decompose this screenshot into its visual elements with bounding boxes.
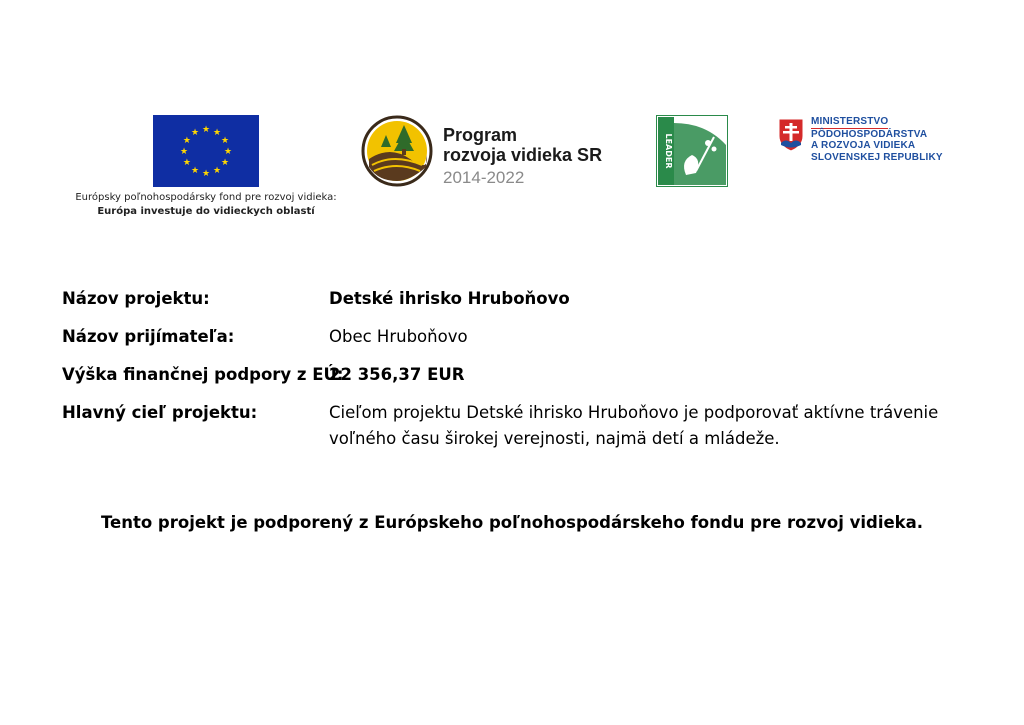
goal-label: Hlavný cieľ projektu:	[62, 403, 258, 422]
eu-star-icon: ★	[223, 147, 233, 157]
prv-years: 2014-2022	[443, 168, 525, 187]
funding-value: 22 356,37 EUR	[329, 365, 465, 384]
eu-star-icon: ★	[190, 127, 200, 138]
ministry-text	[811, 116, 943, 163]
prv-title	[443, 125, 602, 165]
ministry-line2: PÔDOHOSPODÁRSTVA	[811, 128, 928, 140]
eu-flag-logo	[153, 115, 259, 187]
eu-star-icon: ★	[201, 169, 211, 179]
project-name-label: Názov projektu:	[62, 289, 210, 308]
ministry-line4: SLOVENSKEJ REPUBLIKY	[811, 151, 943, 163]
eu-stars	[153, 115, 259, 187]
eu-star-icon: ★	[182, 136, 191, 146]
eu-star-icon: ★	[212, 127, 222, 138]
eu-star-icon: ★	[221, 136, 230, 146]
eu-star-icon: ★	[190, 166, 200, 177]
prv-title-line1: Program	[443, 125, 518, 145]
ministry-line1: MINISTERSTVO	[811, 116, 889, 127]
eu-caption-line1: Európsky poľnohospodársky fond pre rozvoj vidieka:	[75, 192, 337, 203]
slovak-coat-of-arms-icon	[778, 118, 804, 152]
eu-caption	[70, 191, 342, 219]
ministry-line3: A ROZVOJA VIDIEKA	[811, 140, 916, 151]
leader-logo	[656, 115, 728, 187]
eu-star-icon: ★	[212, 166, 222, 177]
funding-label: Výška finančnej podpory z EÚ:	[62, 365, 344, 384]
eu-star-icon: ★	[179, 147, 189, 157]
eu-star-icon: ★	[201, 125, 211, 135]
eu-star-icon: ★	[182, 158, 191, 168]
leader-text: LEADER	[664, 133, 673, 169]
project-name-value: Detské ihrisko Hruboňovo	[329, 289, 570, 308]
eu-star-icon: ★	[221, 158, 230, 168]
funding-note: Tento projekt je podporený z Európskeho poľnohospodárskeho fondu pre rozvoj vidieka.	[100, 513, 924, 532]
prv-emblem-logo	[360, 115, 434, 187]
recipient-value: Obec Hruboňovo	[329, 327, 468, 346]
recipient-label: Názov prijímateľa:	[62, 327, 235, 346]
eu-caption-line2: Európa investuje do vidieckych oblastí	[97, 206, 315, 217]
prv-title-line2: rozvoja vidieka SR	[443, 145, 603, 165]
goal-value: Cieľom projektu Detské ihrisko Hruboňovo je podporovať aktívne trávenie voľného času širokej verejnosti, najmä detí a mládeže.	[329, 403, 939, 448]
